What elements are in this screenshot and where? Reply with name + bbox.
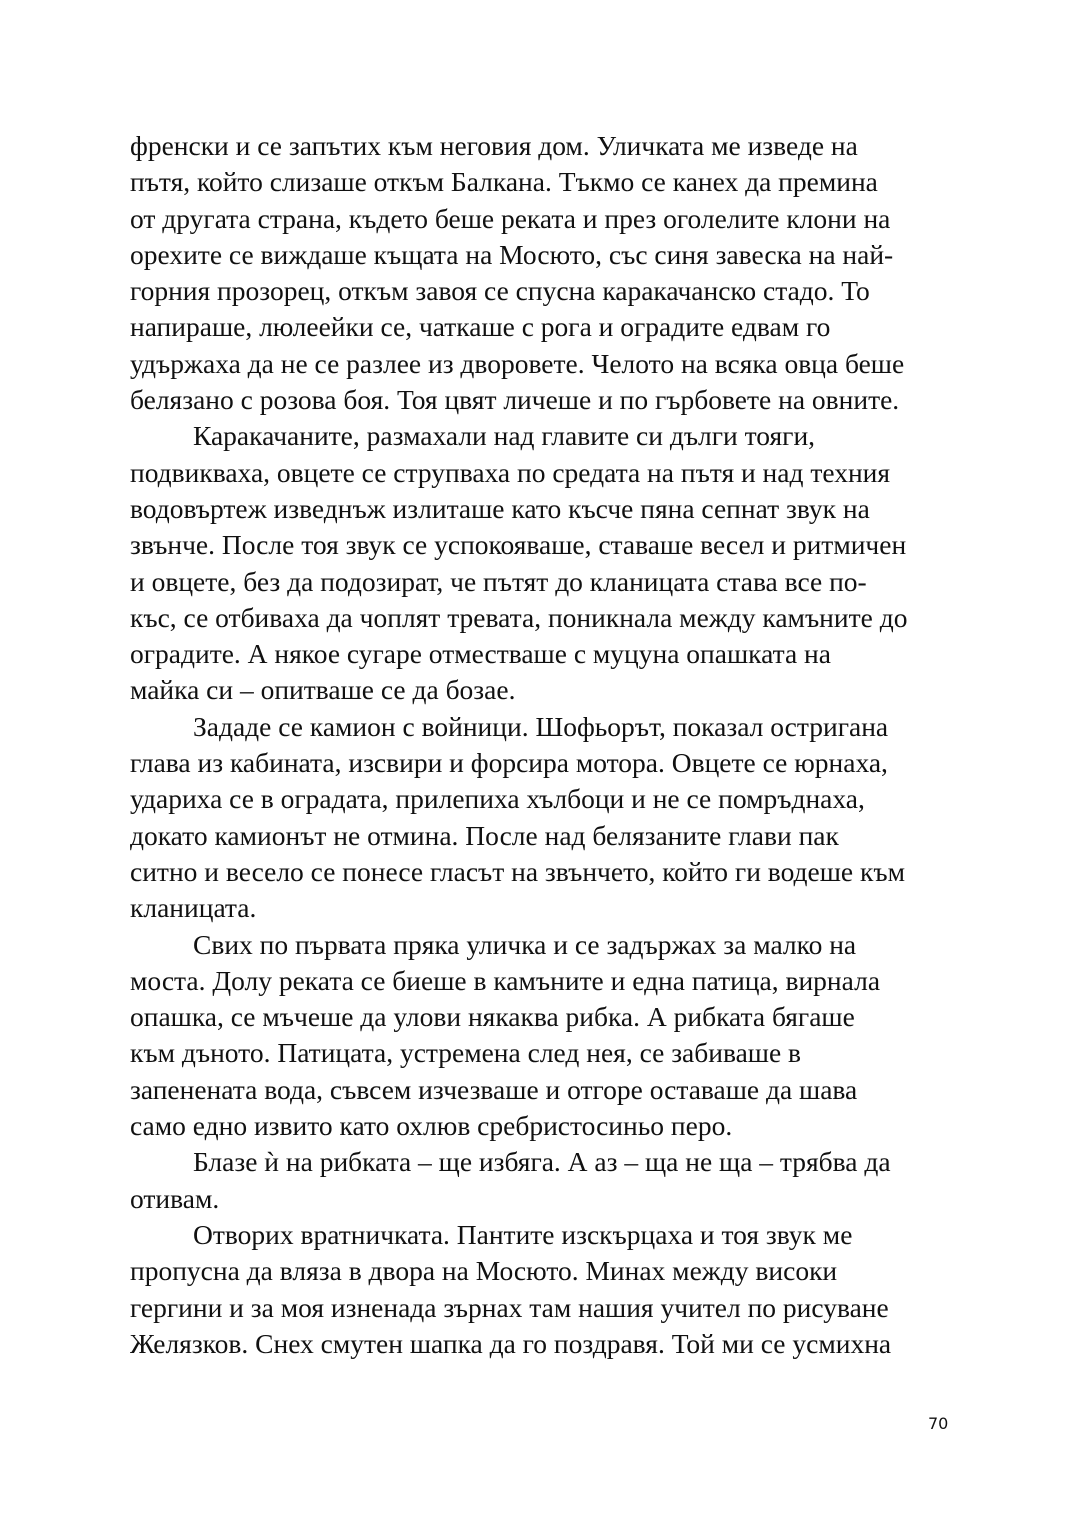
paragraph-first-line: Зададе се камион с войници. Шофьорът, показал остригана	[193, 710, 889, 742]
text-line: водовъртеж изведнъж излиташе като късче пяна сепнат звук на	[130, 492, 870, 524]
text-line: към дъното. Патицата, устремена след нея, се забиваше в	[130, 1037, 802, 1069]
text-line: кланицата.	[130, 892, 257, 924]
text-line: запенената вода, съвсем изчезваше и отгоре оставаше да шава	[130, 1073, 858, 1105]
text-line: Желязков. Снех смутен шапка да го поздравя. Той ми се усмихна	[130, 1327, 892, 1359]
paragraph-first-line: Каракачаните, размахали над главите си дълги тояги,	[193, 420, 816, 452]
paragraph-first-line: Блазе ѝ на рибката – ще избяга. А аз – ща не ща – трябва да	[193, 1146, 891, 1178]
text-line: от другата страна, където беше реката и през оголелите клони на	[130, 202, 891, 234]
text-line: напираше, люлеейки се, чаткаше с рога и оградите едвам го	[130, 311, 831, 343]
paragraph-first-line: Свих по първата пряка уличка и се задържах за малко на	[193, 928, 857, 960]
text-line: подвикваха, овцете се струпваха по средата на пътя и над техния	[130, 456, 891, 488]
text-line: ситно и весело се понесе гласът на звънчето, който ги водеше към	[130, 855, 905, 887]
text-line: горния прозорец, откъм завоя се спусна каракачанско стадо. То	[130, 275, 870, 307]
text-line: майка си – опитваше се да бозае.	[130, 674, 516, 706]
text-line: глава из кабината, изсвири и форсира мотора. Овцете се юрнаха,	[130, 747, 888, 779]
text-line: пътя, който слизаше откъм Балкана. Тъкмо се канех да премина	[130, 166, 878, 198]
text-line: и овцете, без да подозират, че пътят до кланицата става все по-	[130, 565, 867, 597]
text-line: отивам.	[130, 1182, 220, 1214]
text-line: докато камионът не отмина. После над белязаните глави пак	[130, 819, 839, 851]
body-text	[130, 128, 970, 1362]
text-line: гергини и за моя изненада зърнах там нашия учител по рисуване	[130, 1291, 889, 1323]
text-line: моста. Долу реката се биеше в камъните и една патица, вирнала	[130, 964, 881, 996]
text-line: белязано с розова боя. Тоя цвят личеше и по гърбовете на овните.	[130, 384, 900, 416]
page-number: 70	[928, 1414, 949, 1433]
text-line: пропусна да вляза в двора на Мосюто. Минах между високи	[130, 1255, 838, 1287]
text-line: къс, се отбиваха да чоплят тревата, поникнала между камъните до	[130, 601, 908, 633]
text-line: орехите се виждаше къщата на Мосюто, със синя завеска на най-	[130, 238, 894, 270]
text-line: опашка, се мъчеше да улови някаква рибка. А рибката бягаше	[130, 1001, 855, 1033]
text-line: удържаха да не се разлее из дворовете. Челото на всяка овца беше	[130, 347, 905, 379]
text-line: звънче. После тоя звук се успокояваше, ставаше весел и ритмичен	[130, 529, 907, 561]
text-line: оградите. А някое сугаре отместваше с муцуна опашката на	[130, 638, 831, 670]
text-line: само едно извито като охлюв сребристосиньо перо.	[130, 1110, 733, 1142]
text-line: френски и се запътих към неговия дом. Уличката ме изведе на	[130, 130, 858, 161]
paragraph-first-line: Отворих вратничката. Пантите изскърцаха и тоя звук ме	[193, 1218, 853, 1250]
text-line: удариха се в оградата, прилепиха хълбоци и не се помръднаха,	[130, 783, 865, 815]
